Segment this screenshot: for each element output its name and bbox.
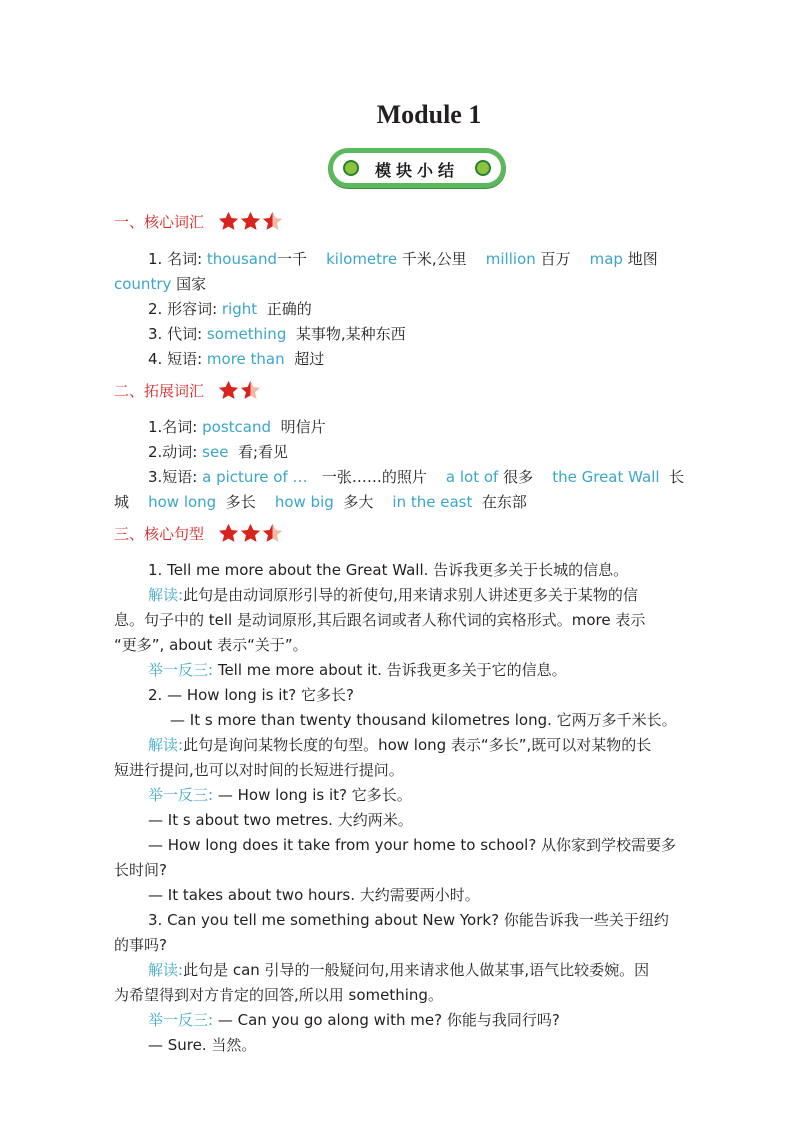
sentence-line: 2. — How long is it? 它多长?: [148, 686, 354, 704]
explanation-line: 解读:此句是询问某物长度的句型。how long 表示“多长”,既可以对某物的长: [148, 736, 652, 754]
vocab-line: 1.名词: postcand 明信片: [148, 418, 326, 436]
example-line: — Sure. 当然。: [148, 1036, 257, 1054]
sentence-line: 1. Tell me more about the Great Wall. 告诉我更多关于长城的信息。: [148, 561, 629, 579]
vocab-line: 城 how long 多长 how big 多大 in the east 在东部: [114, 493, 527, 511]
example-line: — It s about two metres. 大约两米。: [148, 811, 413, 829]
star-icon: [240, 211, 261, 232]
vocab-line: 3. 代词: something 某事物,某种东西: [148, 325, 406, 343]
example-line: — How long does it take from your home to school? 从你家到学校需要多: [148, 836, 677, 854]
explanation-line: 解读:此句是 can 引导的一般疑问句,用来请求他人做某事,语气比较委婉。因: [148, 961, 650, 979]
star-icon: [218, 211, 239, 232]
example-line: — It takes about two hours. 大约需要两小时。: [148, 886, 480, 904]
section-label: 三、核心句型: [114, 524, 205, 543]
section-badge: [328, 148, 506, 188]
explanation-line: 为希望得到对方肯定的回答,所以用 something。: [114, 986, 443, 1004]
explanation-line: 息。句子中的 tell 是动词原形,其后跟名词或者人称代词的宾格形式。more 表示: [114, 611, 646, 629]
example-line: 举一反三: Tell me more about it. 告诉我更多关于它的信息。: [148, 661, 567, 679]
section-label: 一、核心词汇: [114, 212, 205, 231]
explanation-line: 短进行提问,也可以对时间的长短进行提问。: [114, 761, 404, 779]
star-icon: [240, 523, 261, 544]
sentence-line: — It s more than twenty thousand kilometres long. 它两万多千米长。: [170, 711, 677, 729]
half-star-icon: [262, 523, 283, 544]
rating-stars: [218, 523, 284, 544]
explanation-line: “更多”, about 表示“关于”。: [114, 636, 308, 654]
example-line: 举一反三: — Can you go along with me? 你能与我同行吗?: [148, 1011, 560, 1029]
sentence-line: 3. Can you tell me something about New York? 你能告诉我一些关于纽约: [148, 911, 669, 929]
section-heading-ext-vocab: [114, 377, 262, 403]
vocab-line: 2. 形容词: right 正确的: [148, 300, 312, 318]
vocab-line: 2.动词: see 看;看见: [148, 443, 289, 461]
star-icon: [218, 523, 239, 544]
vocab-line: 3.短语: a picture of … 一张……的照片 a lot of 很多 the Great Wall 长: [148, 468, 685, 486]
page-title: Module 1: [376, 100, 482, 129]
rating-stars: [218, 380, 262, 401]
half-star-icon: [262, 211, 283, 232]
vocab-line: 4. 短语: more than 超过: [148, 350, 325, 368]
explanation-line: 解读:此句是由动词原形引导的祈使句,用来请求别人讲述更多关于某物的信: [148, 586, 638, 604]
sentence-line: 的事吗?: [114, 936, 167, 954]
example-line: 长时间?: [114, 861, 167, 879]
circle-icon: [475, 160, 491, 176]
section-heading-core-vocab: [114, 208, 284, 234]
vocab-line: country 国家: [114, 275, 207, 293]
section-heading-core-sentences: [114, 520, 284, 546]
rating-stars: [218, 211, 284, 232]
badge-label: 模块小结: [374, 161, 459, 180]
star-icon: [218, 380, 239, 401]
vocab-line: 1. 名词: thousand一千 kilometre 千米,公里 million 百万 map 地图: [148, 250, 658, 268]
half-star-icon: [240, 380, 261, 401]
example-line: 举一反三: — How long is it? 它多长。: [148, 786, 412, 804]
section-label: 二、拓展词汇: [114, 381, 205, 400]
